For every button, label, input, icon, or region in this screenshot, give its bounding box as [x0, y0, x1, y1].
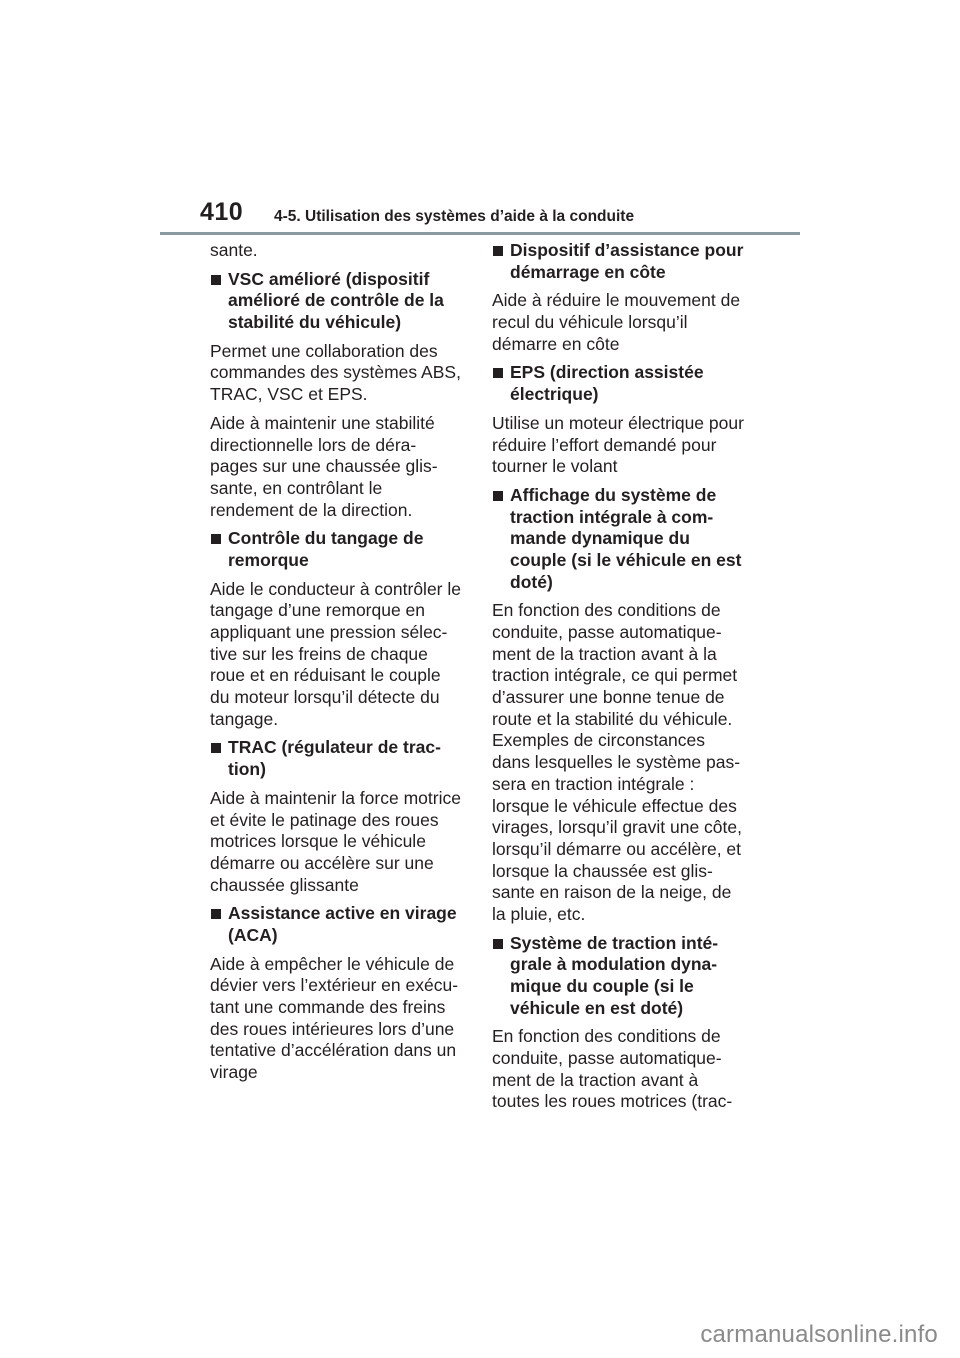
- text-line: virages, lorsqu’il gravit une côte,: [492, 817, 742, 838]
- text-line: Système de traction inté-: [510, 932, 719, 953]
- text-line: motrices lorsque le véhicule: [210, 831, 426, 852]
- text-line: démarre en côte: [492, 333, 620, 354]
- page-number: 410: [200, 198, 244, 226]
- text-line: Assistance active en virage: [228, 903, 457, 924]
- text-line: tangage.: [210, 708, 279, 729]
- text-line: lorsque la chaussée est glis-: [492, 860, 713, 881]
- text-line: En fonction des conditions de: [492, 600, 721, 621]
- text-line: couple (si le véhicule en est: [510, 549, 742, 570]
- text-line: électrique): [510, 384, 599, 405]
- text-line: grale à modulation dyna-: [510, 954, 718, 975]
- square-bullet-icon: [211, 743, 221, 753]
- square-bullet-icon: [493, 368, 503, 378]
- text-line: tant une commande des freins: [210, 997, 446, 1017]
- text-line: Aide à réduire le mouvement de: [492, 290, 741, 311]
- text-line: et évite le patinage des roues: [210, 809, 439, 830]
- body-paragraph: [492, 413, 748, 478]
- text-line: EPS (direction assistée: [510, 362, 704, 383]
- section-heading: [492, 485, 748, 593]
- text-line: Aide le conducteur à contrôler le: [210, 578, 461, 599]
- text-line: conduite, passe automatique-: [492, 1048, 722, 1069]
- square-bullet-icon: [211, 275, 221, 285]
- square-bullet-icon: [493, 491, 503, 501]
- text-line: dans lesquelles le système pas-: [492, 752, 741, 773]
- square-bullet-icon: [493, 246, 503, 256]
- text-line: Aide à maintenir une stabilité: [210, 412, 435, 433]
- right-column: [492, 240, 748, 1120]
- text-line: Dispositif d’assistance pour: [510, 240, 744, 260]
- text-line: d’assurer une bonne tenue de: [492, 687, 725, 708]
- text-line: ment de la traction avant à: [492, 1069, 699, 1090]
- section-heading: [210, 528, 465, 571]
- text-line: sante en raison de la neige, de: [492, 882, 732, 903]
- text-line: amélioré de contrôle de la: [228, 290, 444, 311]
- text-line: des roues intérieures lors d’une: [210, 1018, 455, 1039]
- text-line: mande dynamique du: [510, 528, 690, 549]
- body-paragraph: [210, 788, 465, 896]
- text-line: lorsqu’il démarre ou accélère, et: [492, 838, 742, 859]
- text-line: tion): [228, 759, 266, 780]
- section-heading: [210, 737, 465, 780]
- body-paragraph: [210, 954, 465, 1084]
- square-bullet-icon: [211, 909, 221, 919]
- text-line: lorsque le véhicule effectue des: [492, 795, 737, 816]
- section-heading: [492, 362, 748, 405]
- text-line: démarrage en côte: [510, 261, 666, 282]
- body-paragraph: [210, 579, 465, 731]
- site-watermark[interactable]: carmanualsonline.info: [700, 1321, 938, 1348]
- text-line: Permet une collaboration des: [210, 340, 438, 361]
- text-line: TRAC, VSC et EPS.: [210, 384, 368, 405]
- section-heading: [492, 933, 748, 1020]
- text-line: tangage d’une remorque en: [210, 600, 426, 621]
- body-paragraph: [492, 600, 748, 925]
- text-line: Exemples de circonstances: [492, 730, 706, 751]
- text-line: mique du couple (si le: [510, 976, 694, 996]
- text-line: traction intégrale, ce qui permet: [492, 665, 738, 686]
- text-line: virage: [210, 1062, 258, 1083]
- text-line: rendement de la direction.: [210, 499, 413, 520]
- text-line: stabilité du véhicule): [228, 312, 402, 333]
- text-line: chaussée glissante: [210, 874, 359, 895]
- text-line: toutes les roues motrices (trac-: [492, 1091, 733, 1112]
- text-line: VSC amélioré (dispositif: [228, 268, 430, 289]
- text-line: remorque: [228, 549, 309, 570]
- text-line: En fonction des conditions de: [492, 1026, 721, 1047]
- text-line: démarre ou accélère sur une: [210, 852, 434, 873]
- text-line: (ACA): [228, 924, 278, 945]
- body-paragraph: [492, 290, 748, 355]
- text-line: directionnelle lors de déra-: [210, 434, 417, 455]
- page-header: [0, 0, 960, 240]
- body-paragraph: [210, 413, 465, 521]
- text-line: véhicule en est doté): [510, 997, 684, 1018]
- text-line: dévier vers l’extérieur en exécu-: [210, 975, 459, 996]
- section-title: 4-5. Utilisation des systèmes d’aide à la conduite: [274, 208, 635, 225]
- text-line: tentative d’accélération dans un: [210, 1040, 457, 1061]
- text-line: tive sur les freins de chaque: [210, 643, 428, 664]
- header-divider: [160, 232, 800, 235]
- text-line: traction intégrale à com-: [510, 506, 714, 527]
- text-line: roue et en réduisant le couple: [210, 665, 441, 686]
- text-line: commandes des systèmes ABS,: [210, 362, 461, 383]
- text-line: route et la stabilité du véhicule.: [492, 708, 733, 729]
- body-paragraph: [492, 1026, 748, 1113]
- body-paragraph: [210, 240, 465, 262]
- text-line: ment de la traction avant à la: [492, 643, 717, 664]
- text-line: sera en traction intégrale :: [492, 773, 695, 794]
- text-line: doté): [510, 571, 553, 592]
- text-line: sante, en contrôlant le: [210, 477, 383, 498]
- section-heading: [492, 240, 748, 283]
- text-line: Affichage du système de: [510, 484, 717, 505]
- text-line: pages sur une chaussée glis-: [210, 456, 438, 477]
- text-line: réduire l’effort demandé pour: [492, 434, 717, 455]
- text-line: TRAC (régulateur de trac-: [228, 737, 441, 758]
- text-line: Utilise un moteur électrique pour: [492, 412, 744, 433]
- text-line: tourner le volant: [492, 456, 618, 477]
- square-bullet-icon: [211, 534, 221, 544]
- text-line: recul du véhicule lorsqu’il: [492, 312, 688, 333]
- section-heading: [210, 903, 465, 946]
- text-line: conduite, passe automatique-: [492, 622, 722, 642]
- text-line: Aide à maintenir la force motrice: [210, 787, 461, 808]
- text-line: du moteur lorsqu’il détecte du: [210, 687, 440, 708]
- text-line: Contrôle du tangage de: [228, 528, 424, 549]
- body-paragraph: [210, 341, 465, 406]
- text-line: la pluie, etc.: [492, 903, 586, 924]
- text-line: sante.: [210, 240, 258, 260]
- square-bullet-icon: [493, 939, 503, 949]
- text-line: appliquant une pression sélec-: [210, 622, 448, 642]
- section-heading: [210, 269, 465, 334]
- left-column: [210, 240, 465, 1091]
- text-line: Aide à empêcher le véhicule de: [210, 953, 455, 974]
